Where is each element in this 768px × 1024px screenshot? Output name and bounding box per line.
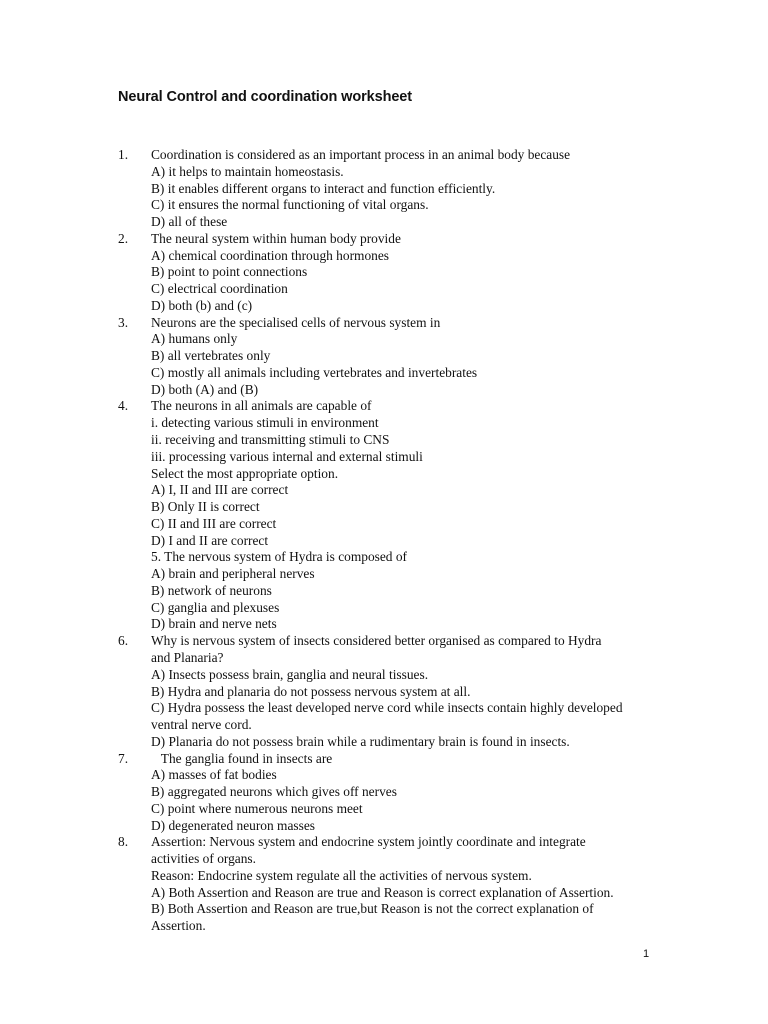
line-text: B) it enables different organs to interact and function efficiently. bbox=[151, 180, 496, 196]
text-line bbox=[118, 767, 678, 784]
line-text: C) electrical coordination bbox=[151, 281, 288, 297]
page-number: 1 bbox=[643, 948, 650, 960]
line-text: A) chemical coordination through hormones bbox=[151, 247, 389, 263]
text-line bbox=[118, 851, 678, 868]
line-text: The neurons in all animals are capable of bbox=[151, 398, 372, 414]
text-line bbox=[118, 717, 678, 734]
line-text: D) brain and nerve nets bbox=[151, 616, 277, 632]
line-text: i. detecting various stimuli in environment bbox=[151, 415, 379, 431]
line-text: B) aggregated neurons which gives off nerves bbox=[151, 784, 397, 800]
text-line bbox=[118, 197, 678, 214]
text-line bbox=[118, 650, 678, 667]
question-number: 3. bbox=[118, 314, 129, 330]
line-text: B) all vertebrates only bbox=[151, 348, 271, 364]
line-text: A) it helps to maintain homeostasis. bbox=[151, 163, 344, 179]
line-text: A) masses of fat bodies bbox=[151, 767, 277, 783]
line-text: C) point where numerous neurons meet bbox=[151, 800, 363, 816]
line-text: C) ganglia and plexuses bbox=[151, 599, 280, 615]
question-number: 1. bbox=[118, 147, 129, 162]
text-line bbox=[118, 667, 678, 684]
text-line bbox=[118, 751, 678, 768]
line-text: D) both (A) and (B) bbox=[151, 381, 259, 397]
text-line bbox=[118, 533, 678, 550]
text-line bbox=[118, 382, 678, 399]
text-line bbox=[118, 818, 678, 835]
line-text: Assertion. bbox=[151, 918, 206, 934]
question-number: 4. bbox=[118, 398, 129, 414]
line-text: C) Hydra possess the least developed nerve cord while insects contain highly developed bbox=[151, 700, 623, 716]
text-line bbox=[118, 684, 678, 701]
text-line bbox=[118, 231, 678, 248]
text-line bbox=[118, 281, 678, 298]
line-text: Neurons are the specialised cells of nervous system in bbox=[151, 314, 441, 330]
question-number: 2. bbox=[118, 230, 129, 246]
text-line bbox=[118, 264, 678, 281]
text-line bbox=[118, 600, 678, 617]
text-line bbox=[118, 700, 678, 717]
question-number: 6. bbox=[118, 633, 129, 649]
text-line bbox=[118, 331, 678, 348]
line-text: ventral nerve cord. bbox=[151, 717, 252, 733]
line-text: iii. processing various internal and external stimuli bbox=[151, 448, 423, 464]
text-line bbox=[118, 214, 678, 231]
page-title: Neural Control and coordination worksheet bbox=[118, 89, 412, 105]
line-text: 5. The nervous system of Hydra is composed of bbox=[151, 549, 407, 565]
text-line bbox=[118, 147, 678, 164]
line-text: Why is nervous system of insects considered better organised as compared to Hydra bbox=[151, 633, 602, 649]
text-line bbox=[118, 499, 678, 516]
text-line bbox=[118, 918, 678, 935]
text-line bbox=[118, 315, 678, 332]
text-line bbox=[118, 164, 678, 181]
text-line bbox=[118, 566, 678, 583]
worksheet-body bbox=[118, 147, 678, 935]
line-text: activities of organs. bbox=[151, 851, 256, 867]
text-line bbox=[118, 482, 678, 499]
text-line bbox=[118, 432, 678, 449]
text-line bbox=[118, 365, 678, 382]
line-text: A) brain and peripheral nerves bbox=[151, 566, 315, 582]
text-line bbox=[118, 398, 678, 415]
text-line bbox=[118, 248, 678, 265]
text-line bbox=[118, 868, 678, 885]
line-text: D) both (b) and (c) bbox=[151, 297, 253, 313]
text-line bbox=[118, 633, 678, 650]
text-line bbox=[118, 885, 678, 902]
line-text: B) Only II is correct bbox=[151, 499, 260, 515]
line-text: ii. receiving and transmitting stimuli to CNS bbox=[151, 432, 390, 448]
line-text: A) Insects possess brain, ganglia and neural tissues. bbox=[151, 666, 429, 682]
line-text: D) I and II are correct bbox=[151, 532, 269, 548]
text-line bbox=[118, 549, 678, 566]
line-text: B) network of neurons bbox=[151, 582, 272, 598]
line-text: D) Planaria do not possess brain while a rudimentary brain is found in insects. bbox=[151, 733, 570, 749]
text-line bbox=[118, 298, 678, 315]
line-text: Assertion: Nervous system and endocrine system jointly coordinate and integrate bbox=[151, 834, 586, 850]
line-text: D) all of these bbox=[151, 214, 228, 230]
text-line bbox=[118, 415, 678, 432]
text-line bbox=[118, 734, 678, 751]
text-line bbox=[118, 583, 678, 600]
line-text: C) II and III are correct bbox=[151, 515, 277, 531]
line-text: Select the most appropriate option. bbox=[151, 465, 339, 481]
question-number: 8. bbox=[118, 834, 129, 850]
text-line bbox=[118, 784, 678, 801]
text-line bbox=[118, 801, 678, 818]
text-line bbox=[118, 616, 678, 633]
line-text: and Planaria? bbox=[151, 649, 224, 665]
line-text: B) Hydra and planaria do not possess nervous system at all. bbox=[151, 683, 471, 699]
line-text: A) I, II and III are correct bbox=[151, 482, 289, 498]
line-text: C) mostly all animals including vertebrates and invertebrates bbox=[151, 364, 478, 380]
question-number: 7. bbox=[118, 750, 129, 766]
text-line bbox=[118, 449, 678, 466]
line-text: Coordination is considered as an important process in an animal body because bbox=[151, 147, 571, 162]
line-text: The neural system within human body provide bbox=[151, 230, 401, 246]
line-text: B) Both Assertion and Reason are true,but Reason is not the correct explanation of bbox=[151, 901, 594, 917]
text-line bbox=[118, 901, 678, 918]
line-text: The ganglia found in insects are bbox=[151, 750, 333, 766]
text-line bbox=[118, 466, 678, 483]
line-text: A) Both Assertion and Reason are true and Reason is correct explanation of Assertion. bbox=[151, 884, 614, 900]
text-line bbox=[118, 516, 678, 533]
line-text: D) degenerated neuron masses bbox=[151, 817, 315, 833]
line-text: A) humans only bbox=[151, 331, 238, 347]
text-line bbox=[118, 834, 678, 851]
text-line bbox=[118, 348, 678, 365]
text-line bbox=[118, 181, 678, 198]
line-text: C) it ensures the normal functioning of vital organs. bbox=[151, 197, 429, 213]
line-text: B) point to point connections bbox=[151, 264, 308, 280]
line-text: Reason: Endocrine system regulate all the activities of nervous system. bbox=[151, 867, 532, 883]
